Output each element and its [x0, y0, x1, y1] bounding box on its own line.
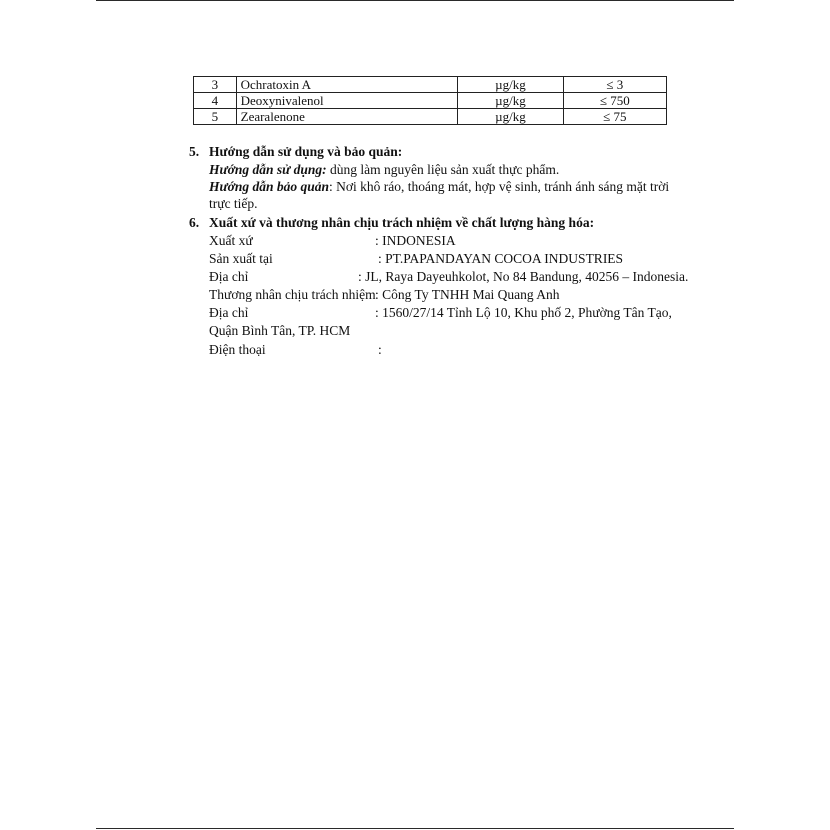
row-number: 5 [194, 109, 237, 125]
unit-cell: µg/kg [458, 93, 563, 109]
limit-cell: ≤ 75 [563, 109, 666, 125]
mycotoxin-limits-table [193, 76, 667, 125]
usage-instruction [209, 161, 559, 179]
table-row [194, 109, 667, 125]
usage-text: dùng làm nguyên liệu sản xuất thực phẩm. [326, 162, 560, 177]
trader-address-label: Địa chỉ [209, 305, 249, 320]
section-6-heading: Xuất xứ và thương nhân chịu trách nhiệm về chất lượng hàng hóa: [209, 215, 595, 230]
trader-address-continued: Quận Bình Tân, TP. HCM [209, 323, 351, 338]
phone-value: : [378, 342, 382, 357]
origin-label: Xuất xứ [209, 233, 253, 248]
limit-cell: ≤ 750 [563, 93, 666, 109]
usage-label: Hướng dẫn sử dụng: [209, 162, 327, 177]
manufacturer-address-label: Địa chỉ [209, 269, 249, 284]
section-5-number: 5. [189, 144, 200, 159]
toxin-name: Ochratoxin A [236, 77, 458, 93]
unit-cell: µg/kg [458, 109, 563, 125]
section-6-number: 6. [189, 215, 200, 230]
toxin-name: Deoxynivalenol [236, 93, 458, 109]
storage-text-continued: trực tiếp. [209, 196, 258, 211]
row-number: 4 [194, 93, 237, 109]
storage-text: : Nơi khô ráo, thoáng mát, hợp vệ sinh, tránh ánh sáng mặt trời [329, 179, 670, 194]
limit-cell: ≤ 3 [563, 77, 666, 93]
manufacturer-value: : PT.PAPANDAYAN COCOA INDUSTRIES [378, 251, 624, 266]
storage-label: Hướng dẫn bảo quản [209, 179, 329, 194]
origin-value: : INDONESIA [375, 233, 456, 248]
manufacturer-label: Sản xuất tại [209, 251, 273, 266]
page-bottom-edge [96, 828, 734, 829]
page-top-edge [96, 0, 734, 1]
trader-value: : Công Ty TNHH Mai Quang Anh [375, 287, 560, 302]
section-5-heading: Hướng dẫn sử dụng và bảo quản: [209, 144, 403, 159]
row-number: 3 [194, 77, 237, 93]
manufacturer-address-value: : JL, Raya Dayeuhkolot, No 84 Bandung, 40256 – Indonesia. [358, 269, 689, 284]
table-row [194, 93, 667, 109]
trader-address-value: : 1560/27/14 Tỉnh Lộ 10, Khu phố 2, Phường Tân Tạo, [375, 305, 672, 320]
unit-cell: µg/kg [458, 77, 563, 93]
trader-label: Thương nhân chịu trách nhiệm [209, 287, 376, 302]
toxin-name: Zearalenone [236, 109, 458, 125]
storage-instruction [209, 178, 669, 196]
phone-label: Điện thoại [209, 342, 266, 357]
table-row [194, 77, 667, 93]
